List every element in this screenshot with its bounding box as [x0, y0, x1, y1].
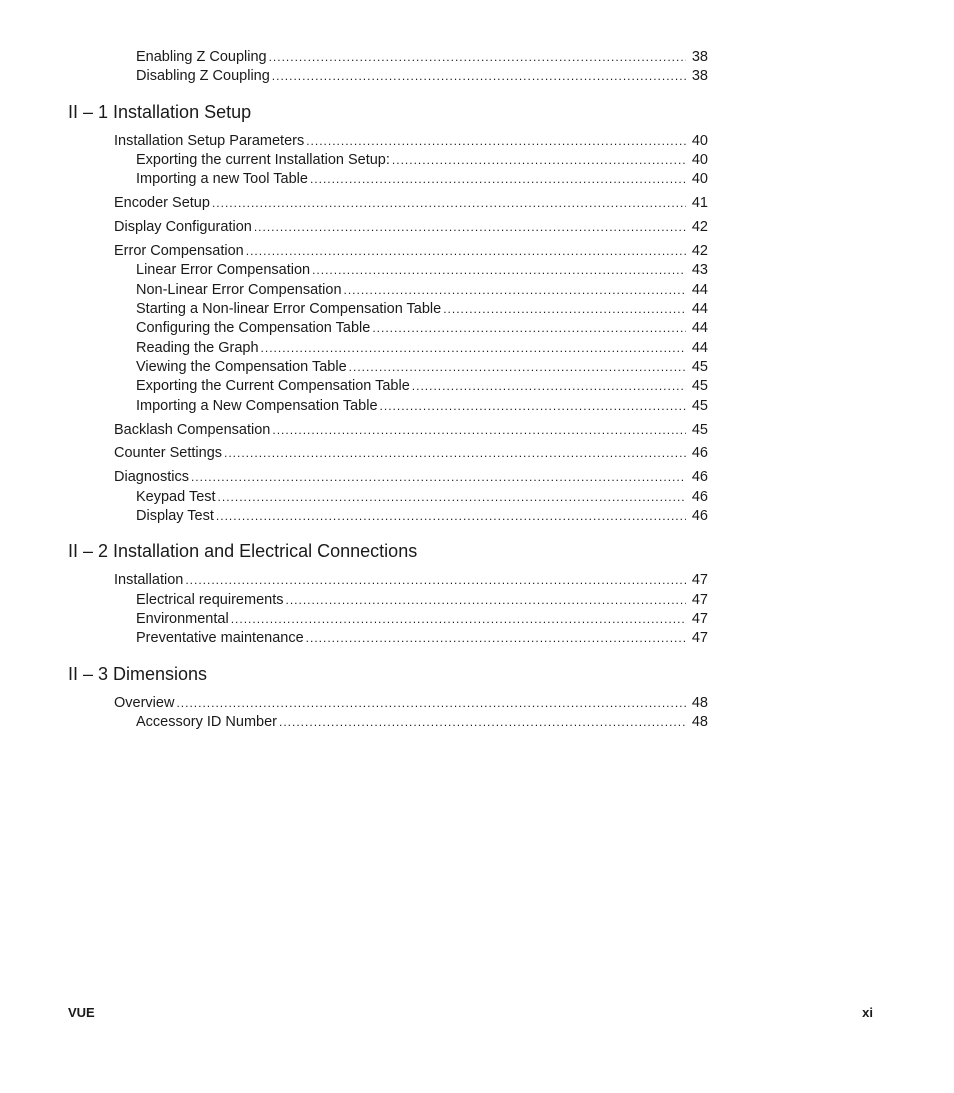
toc-entry-page-number: 45 [691, 358, 708, 375]
dot-leader [191, 468, 686, 487]
toc-entry-title: Diagnostics [114, 469, 189, 486]
toc-entry-page-number: 40 [691, 132, 708, 149]
dot-leader [272, 67, 686, 86]
section-heading: II – 1 Installation Setup [68, 101, 252, 122]
toc-entry-title: Display Configuration [114, 219, 252, 236]
toc-entry[interactable] [114, 132, 708, 151]
toc-entry[interactable] [114, 218, 708, 237]
toc-subentry[interactable] [136, 300, 708, 319]
toc-entry-title: Linear Error Compensation [136, 262, 311, 279]
toc-subentry[interactable] [136, 507, 708, 526]
toc-subentry[interactable] [136, 358, 708, 377]
toc-entry-title: Starting a Non-linear Error Compensation Table [136, 301, 442, 318]
toc-entry-page-number: 41 [691, 195, 708, 212]
toc-entry-title: Environmental [136, 610, 229, 627]
dot-leader [306, 629, 686, 648]
toc-entry-page-number: 47 [691, 572, 708, 589]
dot-leader [443, 300, 686, 319]
toc-entry-page-number: 48 [691, 694, 708, 711]
section-heading: II – 3 Dimensions [68, 663, 208, 684]
toc-entry-title: Accessory ID Number [136, 713, 278, 730]
toc-entry[interactable] [114, 194, 708, 213]
toc-entry-title: Keypad Test [136, 488, 216, 505]
toc-subentry[interactable] [136, 261, 708, 280]
dot-leader [279, 713, 686, 732]
dot-leader [224, 444, 686, 463]
toc-entry-title: Viewing the Compensation Table [136, 358, 347, 375]
toc-entry-title: Display Test [136, 508, 214, 525]
toc-entry-page-number: 38 [691, 68, 708, 85]
toc-entry-page-number: 40 [691, 151, 708, 168]
toc-entry-title: Importing a new Tool Table [136, 171, 308, 188]
toc-entry-page-number: 44 [691, 320, 708, 337]
toc-entry[interactable] [114, 571, 708, 590]
toc-entry-title: Backlash Compensation [114, 421, 271, 438]
toc-entry-title: Overview [114, 694, 175, 711]
toc-subentry[interactable] [136, 151, 708, 170]
footer-product-name: VUE [68, 1005, 95, 1020]
dot-leader [310, 170, 686, 189]
toc-entry-page-number: 46 [691, 508, 708, 525]
dot-leader [306, 132, 686, 151]
toc-entry-page-number: 47 [691, 630, 708, 647]
toc-subentry[interactable] [136, 48, 708, 67]
toc-entry-title: Electrical requirements [136, 591, 284, 608]
toc-entry-title: Exporting the current Installation Setup: [136, 151, 390, 168]
toc-entry-title: Reading the Graph [136, 339, 259, 356]
toc-entry-page-number: 46 [691, 488, 708, 505]
toc-entry-title: Error Compensation [114, 243, 244, 260]
toc-entry-title: Enabling Z Coupling [136, 49, 267, 65]
toc-entry-page-number: 44 [691, 301, 708, 318]
toc-entry-page-number: 38 [691, 49, 708, 65]
toc-subentry[interactable] [136, 377, 708, 396]
dot-leader [231, 610, 686, 629]
dot-leader [412, 377, 686, 396]
toc-entry-title: Configuring the Compensation Table [136, 320, 371, 337]
table-of-contents [68, 48, 708, 732]
dot-leader [185, 571, 686, 590]
dot-leader [212, 194, 686, 213]
toc-entry-page-number: 47 [691, 591, 708, 608]
dot-leader [269, 48, 686, 67]
toc-entry-title: Exporting the Current Compensation Table [136, 378, 410, 395]
section-heading: II – 2 Installation and Electrical Connections [68, 541, 418, 562]
toc-entry-page-number: 42 [691, 243, 708, 260]
toc-entry-page-number: 45 [691, 378, 708, 395]
toc-subentry[interactable] [136, 319, 708, 338]
toc-entry-title: Importing a New Compensation Table [136, 397, 378, 414]
toc-entry-page-number: 47 [691, 610, 708, 627]
toc-entry-page-number: 46 [691, 469, 708, 486]
toc-subentry[interactable] [136, 610, 708, 629]
toc-entry-page-number: 44 [691, 281, 708, 298]
toc-entry[interactable] [114, 444, 708, 463]
toc-subentry[interactable] [136, 67, 708, 86]
toc-subentry[interactable] [136, 339, 708, 358]
toc-subentry[interactable] [136, 591, 708, 610]
dot-leader [176, 694, 686, 713]
footer-page-number: xi [862, 1005, 873, 1020]
toc-entry[interactable] [114, 468, 708, 487]
dot-leader [246, 242, 686, 261]
toc-entry-title: Installation [114, 572, 184, 589]
dot-leader [392, 151, 686, 170]
toc-entry-page-number: 42 [691, 219, 708, 236]
dot-leader [380, 397, 686, 416]
toc-entry[interactable] [114, 421, 708, 440]
dot-leader [254, 218, 686, 237]
toc-entry-title: Counter Settings [114, 445, 223, 462]
toc-entry-page-number: 40 [691, 171, 708, 188]
toc-entry-page-number: 45 [691, 421, 708, 438]
dot-leader [261, 339, 686, 358]
toc-entry[interactable] [114, 242, 708, 261]
toc-entry-title: Encoder Setup [114, 195, 210, 212]
dot-leader [349, 358, 686, 377]
dot-leader [218, 488, 686, 507]
toc-entry-page-number: 45 [691, 397, 708, 414]
toc-entry-page-number: 44 [691, 339, 708, 356]
dot-leader [312, 261, 686, 280]
toc-subentry[interactable] [136, 281, 708, 300]
toc-entry-page-number: 46 [691, 445, 708, 462]
toc-entry-page-number: 43 [691, 262, 708, 279]
toc-entry-title: Preventative maintenance [136, 630, 304, 647]
dot-leader [372, 319, 686, 338]
dot-leader [344, 281, 686, 300]
toc-subentry[interactable] [136, 397, 708, 416]
dot-leader [216, 507, 686, 526]
toc-entry[interactable] [114, 694, 708, 713]
toc-subentry[interactable] [136, 629, 708, 648]
dot-leader [272, 421, 686, 440]
toc-entry-page-number: 48 [691, 713, 708, 730]
toc-entry-title: Non-Linear Error Compensation [136, 281, 342, 298]
toc-entry-title: Disabling Z Coupling [136, 68, 270, 85]
toc-subentry[interactable] [136, 488, 708, 507]
toc-entry-title: Installation Setup Parameters [114, 132, 305, 149]
toc-subentry[interactable] [136, 713, 708, 732]
dot-leader [285, 591, 686, 610]
toc-subentry[interactable] [136, 170, 708, 189]
